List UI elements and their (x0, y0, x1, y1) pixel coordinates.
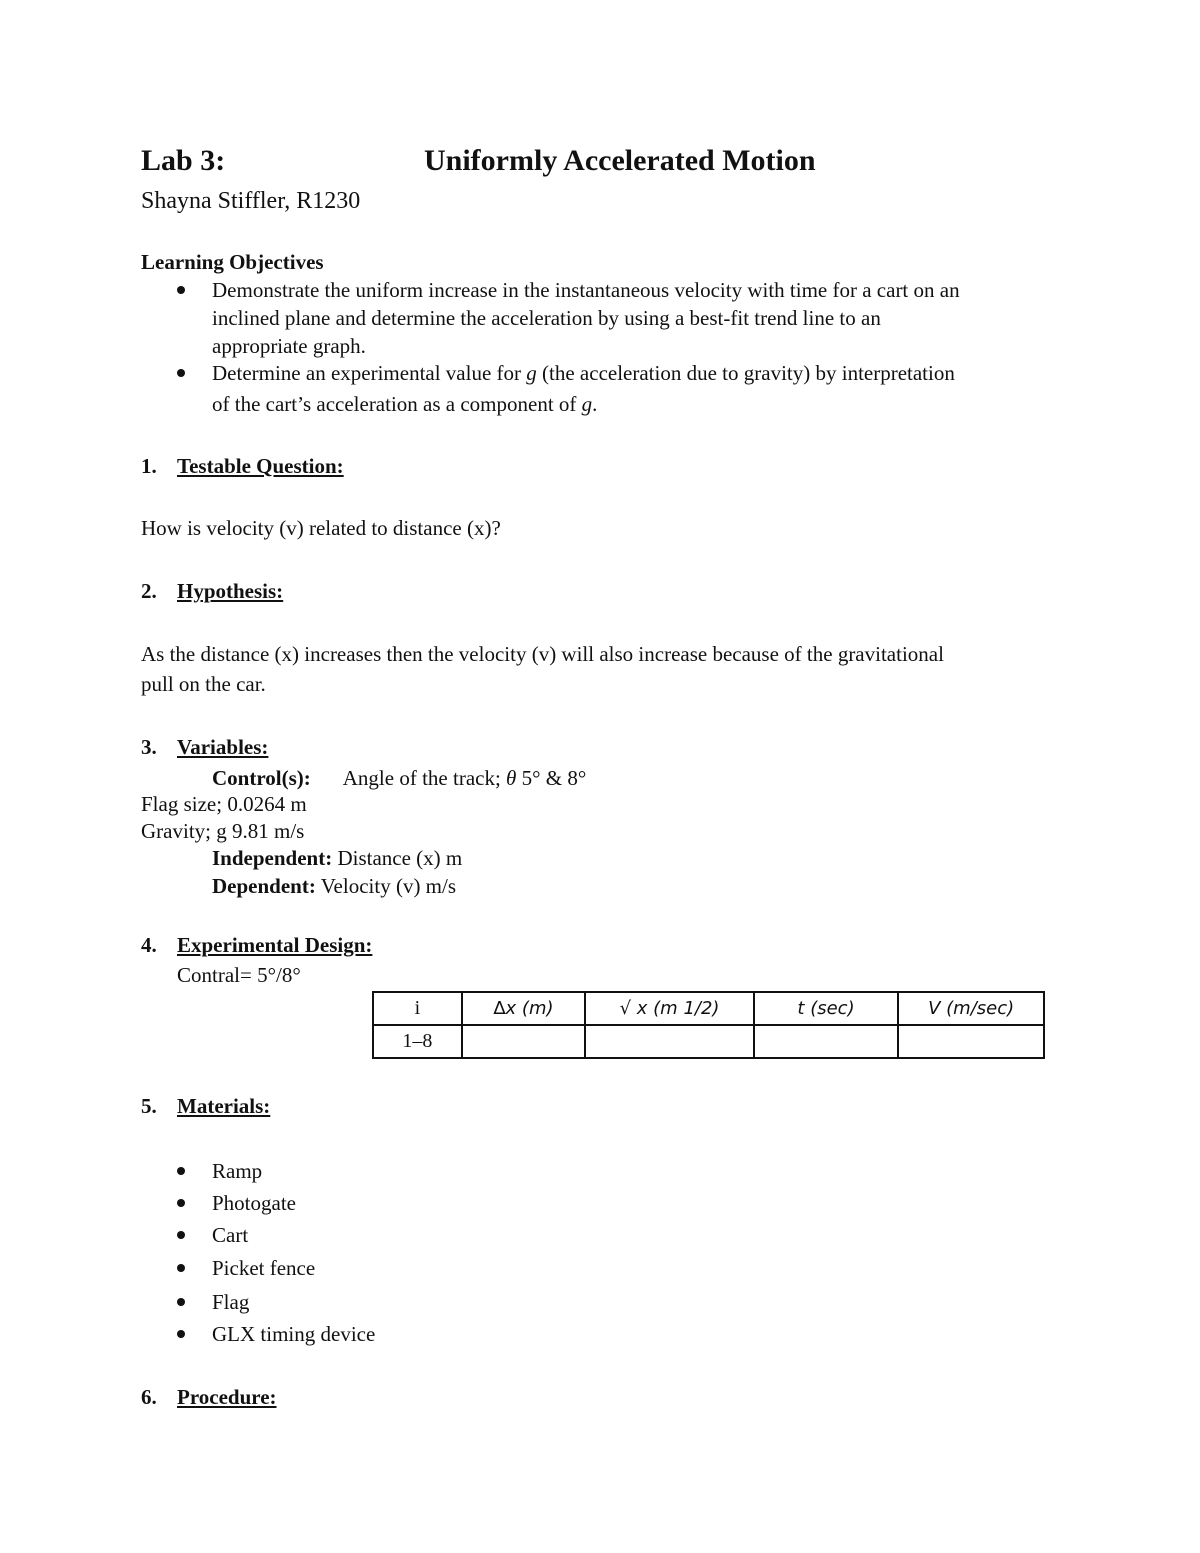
bullet-icon (177, 1298, 185, 1306)
section-3-heading: Variables: (177, 735, 269, 759)
section-4-number: 4. (141, 933, 157, 957)
material-item: Cart (212, 1223, 249, 1247)
independent-variable: Independent: Distance (x) m (212, 846, 463, 870)
objective-2-line-1: Determine an experimental value for g (the acceleration due to gravity) by interpretation (212, 361, 955, 385)
objective-2-line-2: of the cart’s acceleration as a component of g. (212, 392, 598, 416)
design-control-text: Contral= 5°/8° (177, 963, 301, 987)
bullet-icon (177, 1199, 185, 1207)
hypothesis-line-1: As the distance (x) increases then the velocity (v) will also increase because of the gravitational (141, 642, 944, 666)
material-item: Flag (212, 1290, 250, 1314)
g-variable: g (581, 392, 593, 416)
material-item: Photogate (212, 1191, 296, 1215)
bullet-icon (177, 1231, 185, 1239)
table-cell (585, 1025, 753, 1058)
table-cell (462, 1025, 586, 1058)
objective-1-line-3: appropriate graph. (212, 334, 366, 358)
bullet-icon (177, 1264, 185, 1272)
author-line: Shayna Stiffler, R1230 (141, 188, 361, 214)
table-header: √ x (m 1/2) (585, 992, 753, 1025)
theta-variable: θ (506, 766, 517, 790)
bullet-icon (177, 1330, 185, 1338)
material-item: GLX timing device (212, 1322, 376, 1346)
experimental-design-table (372, 991, 1045, 1059)
control-variables: Control(s): Angle of the track; θ 5° & 8° (212, 766, 587, 790)
section-4-heading: Experimental Design: (177, 933, 373, 957)
page-title: Uniformly Accelerated Motion (424, 144, 816, 177)
section-6-heading: Procedure: (177, 1385, 277, 1409)
table-header: i (373, 992, 462, 1025)
section-2-number: 2. (141, 579, 157, 603)
section-1-number: 1. (141, 454, 157, 478)
g-variable: g (526, 361, 537, 385)
table-header: ∆x (m) (462, 992, 586, 1025)
table-cell: 1–8 (373, 1025, 462, 1058)
section-5-number: 5. (141, 1094, 157, 1118)
section-6-number: 6. (141, 1385, 157, 1409)
table-header: t (sec) (754, 992, 899, 1025)
table-header: V (m/sec) (898, 992, 1044, 1025)
section-2-heading: Hypothesis: (177, 579, 284, 603)
gravity-value: Gravity; g 9.81 m/s (141, 819, 305, 843)
table-cell (754, 1025, 899, 1058)
table-cell (898, 1025, 1044, 1058)
objectives-heading: Learning Objectives (141, 250, 324, 274)
section-1-heading: Testable Question: (177, 454, 344, 478)
section-5-heading: Materials: (177, 1094, 271, 1118)
testable-question-text: How is velocity (v) related to distance (x)? (141, 516, 501, 540)
lab-number: Lab 3: (141, 144, 226, 177)
dependent-label: Dependent: (212, 874, 316, 898)
bullet-icon (177, 1167, 185, 1175)
material-item: Ramp (212, 1159, 263, 1183)
control-label: Control(s): (212, 766, 311, 790)
table-row (373, 1025, 1044, 1058)
bullet-icon (177, 286, 185, 294)
objective-1-line-1: Demonstrate the uniform increase in the instantaneous velocity with time for a cart on an (212, 278, 960, 302)
independent-label: Independent: (212, 846, 333, 870)
objective-1-line-2: inclined plane and determine the acceleration by using a best-fit trend line to an (212, 306, 881, 330)
hypothesis-line-2: pull on the car. (141, 672, 266, 696)
section-3-number: 3. (141, 735, 157, 759)
material-item: Picket fence (212, 1256, 316, 1280)
dependent-variable: Dependent: Velocity (v) m/s (212, 874, 457, 898)
bullet-icon (177, 369, 185, 377)
table-header-row (373, 992, 1044, 1025)
flag-size: Flag size; 0.0264 m (141, 792, 307, 816)
